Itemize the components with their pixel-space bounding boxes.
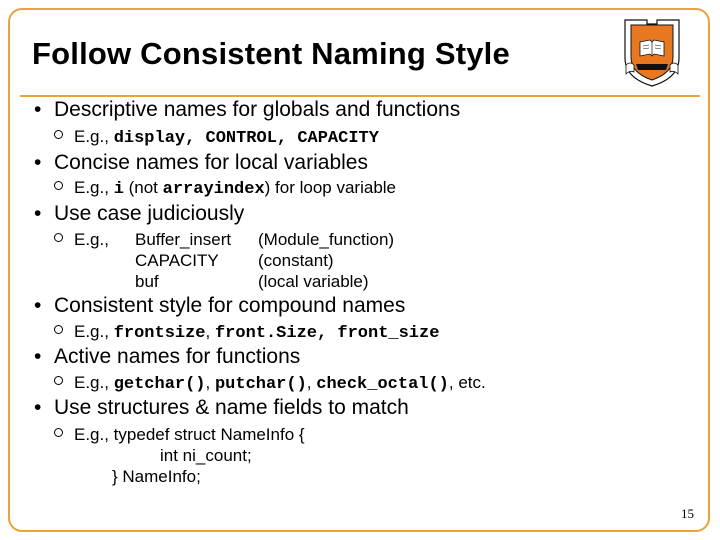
code-text: display, CONTROL, CAPACITY	[113, 129, 379, 148]
princeton-shield-icon	[622, 18, 682, 88]
sub-prefix: E.g.,	[74, 322, 114, 341]
bullet-item: • Use structures & name fields to match	[34, 396, 409, 419]
sub-bullet	[54, 178, 396, 199]
sub-text: (not	[123, 178, 163, 197]
code-text: front.Size, front_size	[214, 324, 440, 343]
slide-title: Follow Consistent Naming Style	[32, 36, 510, 71]
code-text: getchar()	[113, 375, 206, 394]
sub-prefix: E.g.,	[74, 230, 109, 249]
case-example-name: buf	[135, 272, 159, 291]
circle-bullet-icon	[54, 325, 63, 334]
case-example-name: CAPACITY	[135, 251, 219, 270]
slide-frame	[8, 8, 710, 532]
sub-text: E.g., typedef struct NameInfo {	[74, 425, 305, 444]
code-text: frontsize	[113, 324, 206, 343]
code-text: arrayindex	[162, 180, 265, 199]
case-example-note: (constant)	[258, 251, 334, 270]
circle-bullet-icon	[54, 130, 63, 139]
sub-text: ,	[306, 373, 317, 392]
page-number: 15	[681, 506, 694, 521]
sub-text: ,	[205, 373, 215, 392]
sub-bullet	[54, 127, 379, 148]
circle-bullet-icon	[54, 428, 63, 437]
bullet-text: Use case judiciously	[54, 202, 245, 225]
circle-bullet-icon	[54, 376, 63, 385]
sub-bullet	[54, 373, 486, 394]
sub-bullet	[54, 230, 109, 250]
circle-bullet-icon	[54, 233, 63, 242]
case-example-note: (Module_function)	[258, 230, 395, 249]
sub-bullet	[54, 425, 305, 445]
case-example-note: (local variable)	[258, 272, 369, 291]
sub-prefix: E.g.,	[74, 178, 114, 197]
bullet-item: • Descriptive names for globals and functions	[34, 98, 461, 121]
bullet-text: Concise names for local variables	[54, 151, 368, 174]
circle-bullet-icon	[54, 181, 63, 190]
sub-text: ) for loop variable	[264, 178, 397, 197]
sub-text: , etc.	[448, 373, 486, 392]
bullet-item: • Concise names for local variables	[34, 151, 368, 174]
sub-text: ,	[205, 322, 215, 341]
header-divider	[20, 95, 700, 97]
code-line: int ni_count;	[160, 446, 252, 465]
bullet-item: • Consistent style for compound names	[34, 294, 406, 317]
bullet-item: • Active names for functions	[34, 345, 301, 368]
sub-prefix: E.g.,	[74, 373, 114, 392]
code-text: i	[113, 180, 124, 199]
code-text: putchar()	[214, 375, 307, 394]
code-line: } NameInfo;	[112, 467, 201, 486]
bullet-item: • Use case judiciously	[34, 202, 245, 225]
case-example-name: Buffer_insert	[135, 230, 232, 249]
bullet-text: Use structures & name fields to match	[54, 396, 409, 419]
code-text: check_octal()	[316, 375, 449, 394]
bullet-text: Descriptive names for globals and functions	[54, 98, 461, 121]
sub-bullet	[54, 322, 439, 343]
bullet-text: Consistent style for compound names	[54, 294, 406, 317]
bullet-text: Active names for functions	[54, 345, 301, 368]
sub-prefix: E.g.,	[74, 127, 114, 146]
